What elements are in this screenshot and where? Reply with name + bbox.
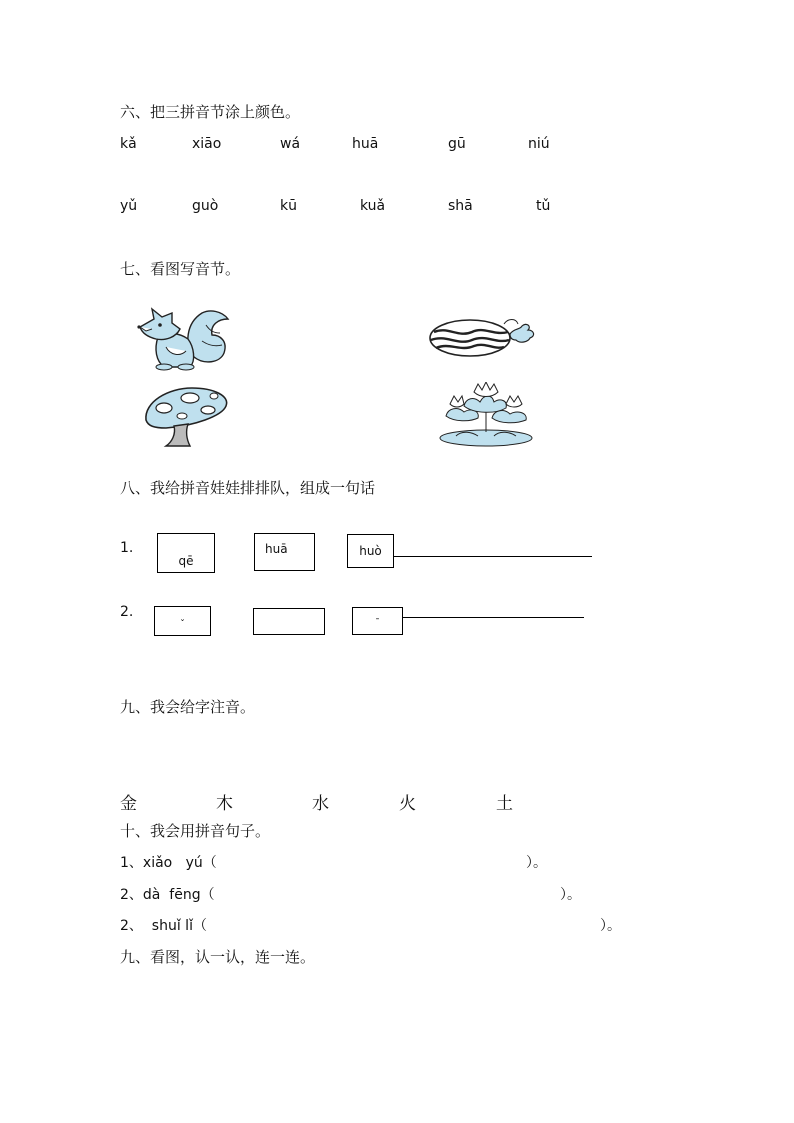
- chinese-character: 火: [399, 794, 416, 814]
- pinyin-card-text: ˇ: [180, 619, 185, 630]
- sentence-close: ）。: [526, 855, 547, 871]
- pinyin-syllable: guò: [192, 198, 219, 214]
- section8-heading: 八、我给拼音娃娃排排队，组成一句话: [120, 479, 376, 497]
- pinyin-card-text: qē: [178, 554, 194, 568]
- section6-heading: 六、把三拼音节涂上颜色。: [120, 103, 301, 121]
- pinyin-card-text: huò: [359, 544, 382, 558]
- chinese-character: 金: [120, 794, 137, 814]
- pinyin-syllable: yǔ: [120, 198, 138, 214]
- pinyin-syllable: xiāo: [192, 136, 222, 152]
- chinese-character: 水: [312, 794, 329, 814]
- sentence-prompt: 2、 shuǐ lǐ（: [120, 918, 207, 934]
- pinyin-syllable: kū: [280, 198, 297, 214]
- pinyin-card: [352, 607, 403, 635]
- sentence-close: ）。: [600, 918, 621, 934]
- pinyin-syllable: shā: [448, 198, 473, 214]
- answer-line[interactable]: [403, 617, 584, 618]
- sentence-prompt: 2、dà fēng（: [120, 887, 215, 903]
- answer-line[interactable]: [394, 556, 592, 557]
- mushroom-picture: [142, 384, 232, 448]
- fox-picture: [136, 305, 232, 373]
- section7-heading: 七、看图写音节。: [120, 260, 241, 278]
- pinyin-card: [154, 606, 211, 636]
- watermelon-picture: [428, 312, 538, 360]
- pinyin-syllable: kǎ: [120, 136, 137, 152]
- question-number: 2.: [120, 604, 134, 620]
- pinyin-syllable: wá: [280, 136, 301, 152]
- pinyin-syllable: kuǎ: [360, 198, 386, 214]
- question-number: 1.: [120, 540, 134, 556]
- sentence-close: ）。: [560, 887, 581, 903]
- section10-heading: 十、我会用拼音句子。: [120, 822, 271, 840]
- sentence-prompt: 1、xiǎo yú（: [120, 855, 217, 871]
- pinyin-syllable: niú: [528, 136, 550, 152]
- pinyin-card: [347, 534, 394, 568]
- pinyin-card: [253, 608, 325, 635]
- pinyin-syllable: tǔ: [536, 198, 551, 214]
- section9-match-heading: 九、看图，认一认，连一连。: [120, 948, 316, 966]
- pinyin-card-text: huā: [265, 542, 288, 556]
- chinese-character: 木: [216, 794, 233, 814]
- pinyin-syllable: gū: [448, 136, 466, 152]
- section9-heading: 九、我会给字注音。: [120, 698, 256, 716]
- chinese-character: 土: [496, 794, 513, 814]
- lotus-picture: [436, 382, 536, 448]
- pinyin-card: [254, 533, 315, 571]
- pinyin-card: [157, 533, 215, 573]
- pinyin-card-text: ˉ: [375, 618, 380, 629]
- pinyin-syllable: huā: [352, 136, 379, 152]
